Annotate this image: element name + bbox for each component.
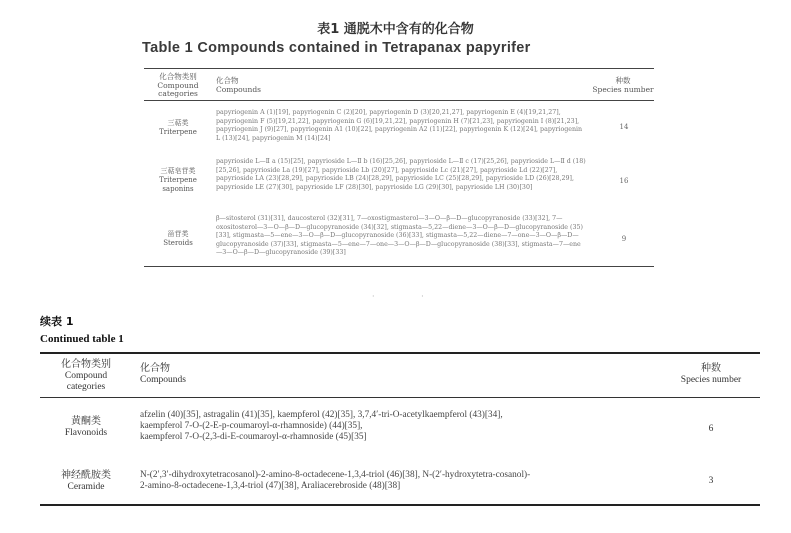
table1-header-rule — [144, 100, 654, 101]
continued-row-category-en: Flavonoids — [64, 427, 108, 438]
compounds-line: kaempferol 7-O-(2,3-di-E-coumaroyl-α-rhamnoside (45)[35] — [140, 432, 367, 443]
continued-bottom-rule — [40, 504, 760, 506]
table1-row-category — [150, 167, 206, 194]
continued-header-category-en-2: categories — [66, 382, 106, 392]
table1-header-species-cn: 种数 — [615, 76, 631, 85]
continued-title-en: Continued table 1 — [40, 333, 124, 345]
continued-row-category-cn: 神经酰胺类 — [61, 470, 111, 481]
table1-row-category-cn: 甾苷类 — [167, 230, 189, 238]
table1-header-category — [148, 73, 208, 99]
table1-title-cn: 表1 通脱木中含有的化合物 — [317, 22, 474, 37]
continued-header-species-en: Species number — [680, 374, 742, 385]
table1-row-count: 14 — [619, 123, 629, 131]
continued-header-compounds-en: Compounds — [140, 374, 186, 385]
continued-row-count: 6 — [708, 424, 714, 434]
compounds-line: 2-amino-8-octadecene-1,3,4-triol (47)[38], Araliacerebroside (48)[38] — [140, 481, 401, 492]
table1-header-compounds-cn: 化合物 — [216, 76, 239, 85]
continued-title-cn: 续表 1 — [40, 315, 74, 328]
continued-top-rule — [40, 352, 760, 354]
table1-row-category — [150, 119, 206, 137]
continued-row-category — [40, 470, 132, 493]
table1-header-compounds — [216, 77, 416, 94]
continued-row-compounds — [140, 410, 665, 444]
table1-row-count: 9 — [621, 235, 627, 243]
table1-row-compounds: papyrioside L—Ⅱ a (15)[25], papyrioside L—Ⅱ b (16)[25,26], papyrioside L—Ⅱ c (17)[25,26], papyrioside L—Ⅱ d (18)[25,26], papyrioside La (19)[27], papyrioside Lb (20)[27], papyrioside Lc (21)[27], papyrioside Ld (22)[27], papyrioside LA (23)[28,29], papyrioside LB (24)[28,29], papyrioside LC (25)[28,29], papyrioside LD (26)[28,29], papyrioside LE (27)[30], papyrioside LF (28)[30], papyrioside LG (29)[30], papyrioside LH (30)[30] — [216, 158, 586, 191]
continued-row-category-cn: 黄酮类 — [71, 416, 101, 427]
table1-row-compounds: papyriogenin A (1)[19], papyriogenin C (2)[20], papyriogenin D (3)[20,21,27], papyriogenin E (4)[19,21,27], papyriogenin F (5)[19,21,22], papyriogenin G (6)[19,21,22], papyriogenin H (7)[21,23], papyriogenin I (8)[21,23], papyriogenin J (9)[27], papyriogenin A1 (10)[22], papyriogenin A2 (11)[22], papyriogenin K (12)[24], papyriogenin L (13)[24], papyriogenin M (14)[24] — [216, 109, 583, 142]
table1-header-category-cn: 化合物类别 — [159, 72, 197, 81]
continued-header-rule — [40, 397, 760, 398]
table1-header-species — [588, 77, 658, 94]
table1-header-compounds-en: Compounds — [216, 84, 261, 94]
table1-title-en: Table 1 Compounds contained in Tetrapanax papyrifer — [142, 40, 531, 56]
continued-header-compounds — [140, 363, 340, 386]
compounds-line: N-(2′,3′-dihydroxytetracosanol)-2-amino-8-octadecene-1,3,4-triol (46)[38], N-(2′-hydroxytetra-cosanol)- — [140, 470, 531, 480]
separator-dots: · · — [372, 292, 446, 301]
table1-row-category-en: Triterpene — [159, 128, 197, 136]
continued-header-category-cn: 化合物类别 — [61, 359, 111, 370]
continued-row-category — [40, 416, 132, 439]
continued-header-category-en-1: Compound — [64, 370, 108, 381]
table1-header-species-en: Species number — [592, 84, 654, 94]
continued-header-species — [666, 363, 756, 386]
table1-row-compounds: β—sitosterol (31)[31], daucosterol (32)[31], 7—oxostigmasterol—3—O—β—D—glucopyranoside (33)[32], 7—oxositosterol—3—O—β—D—glucopyranoside (34)[32], stigmasta—5,22—diene—3—O—β—D—glucopyranoside (35)[33], stigmasta—5—ene—3—O—β—D—glucopyranoside (36)[33], stigmasta—5,22—diene—7—one—3—O—β—D—glucopyranoside (37)[33], stigmasta—5—ene—7—one—3—O—β—D—glucopyranoside (38)[33], stigmasta—7—ene—3—O—β—D—glucopyranoside (39)[33] — [216, 215, 583, 257]
compounds-line: kaempferol 7-O-(2-E-p-coumaroyl-α-rhamnoside) (44)[35], — [140, 421, 363, 432]
continued-row-count: 3 — [708, 476, 714, 486]
table1-bottom-rule — [144, 266, 654, 267]
continued-header-species-cn: 种数 — [701, 363, 721, 374]
table1-top-rule — [144, 68, 654, 69]
table1-row-count: 16 — [619, 177, 629, 185]
continued-header-compounds-cn: 化合物 — [140, 363, 170, 374]
table1-row-category-en: Steroids — [163, 239, 193, 247]
continued-row-compounds — [140, 470, 665, 492]
table1-row-category-en: Triterpene saponins — [159, 176, 197, 193]
table1-header-category-en: Compound categories — [157, 80, 199, 98]
table1-row-category-cn: 三萜类 — [167, 119, 189, 127]
compounds-line: afzelin (40)[35], astragalin (41)[35], kaempferol (42)[35], 3,7,4′-tri-O-acetylkaempferol (43)[34], — [140, 410, 503, 420]
table1-row-category — [150, 230, 206, 248]
continued-header-category — [40, 359, 132, 394]
continued-row-category-en: Ceramide — [67, 481, 105, 492]
table1-row-category-cn: 三萜皂苷类 — [160, 167, 196, 175]
